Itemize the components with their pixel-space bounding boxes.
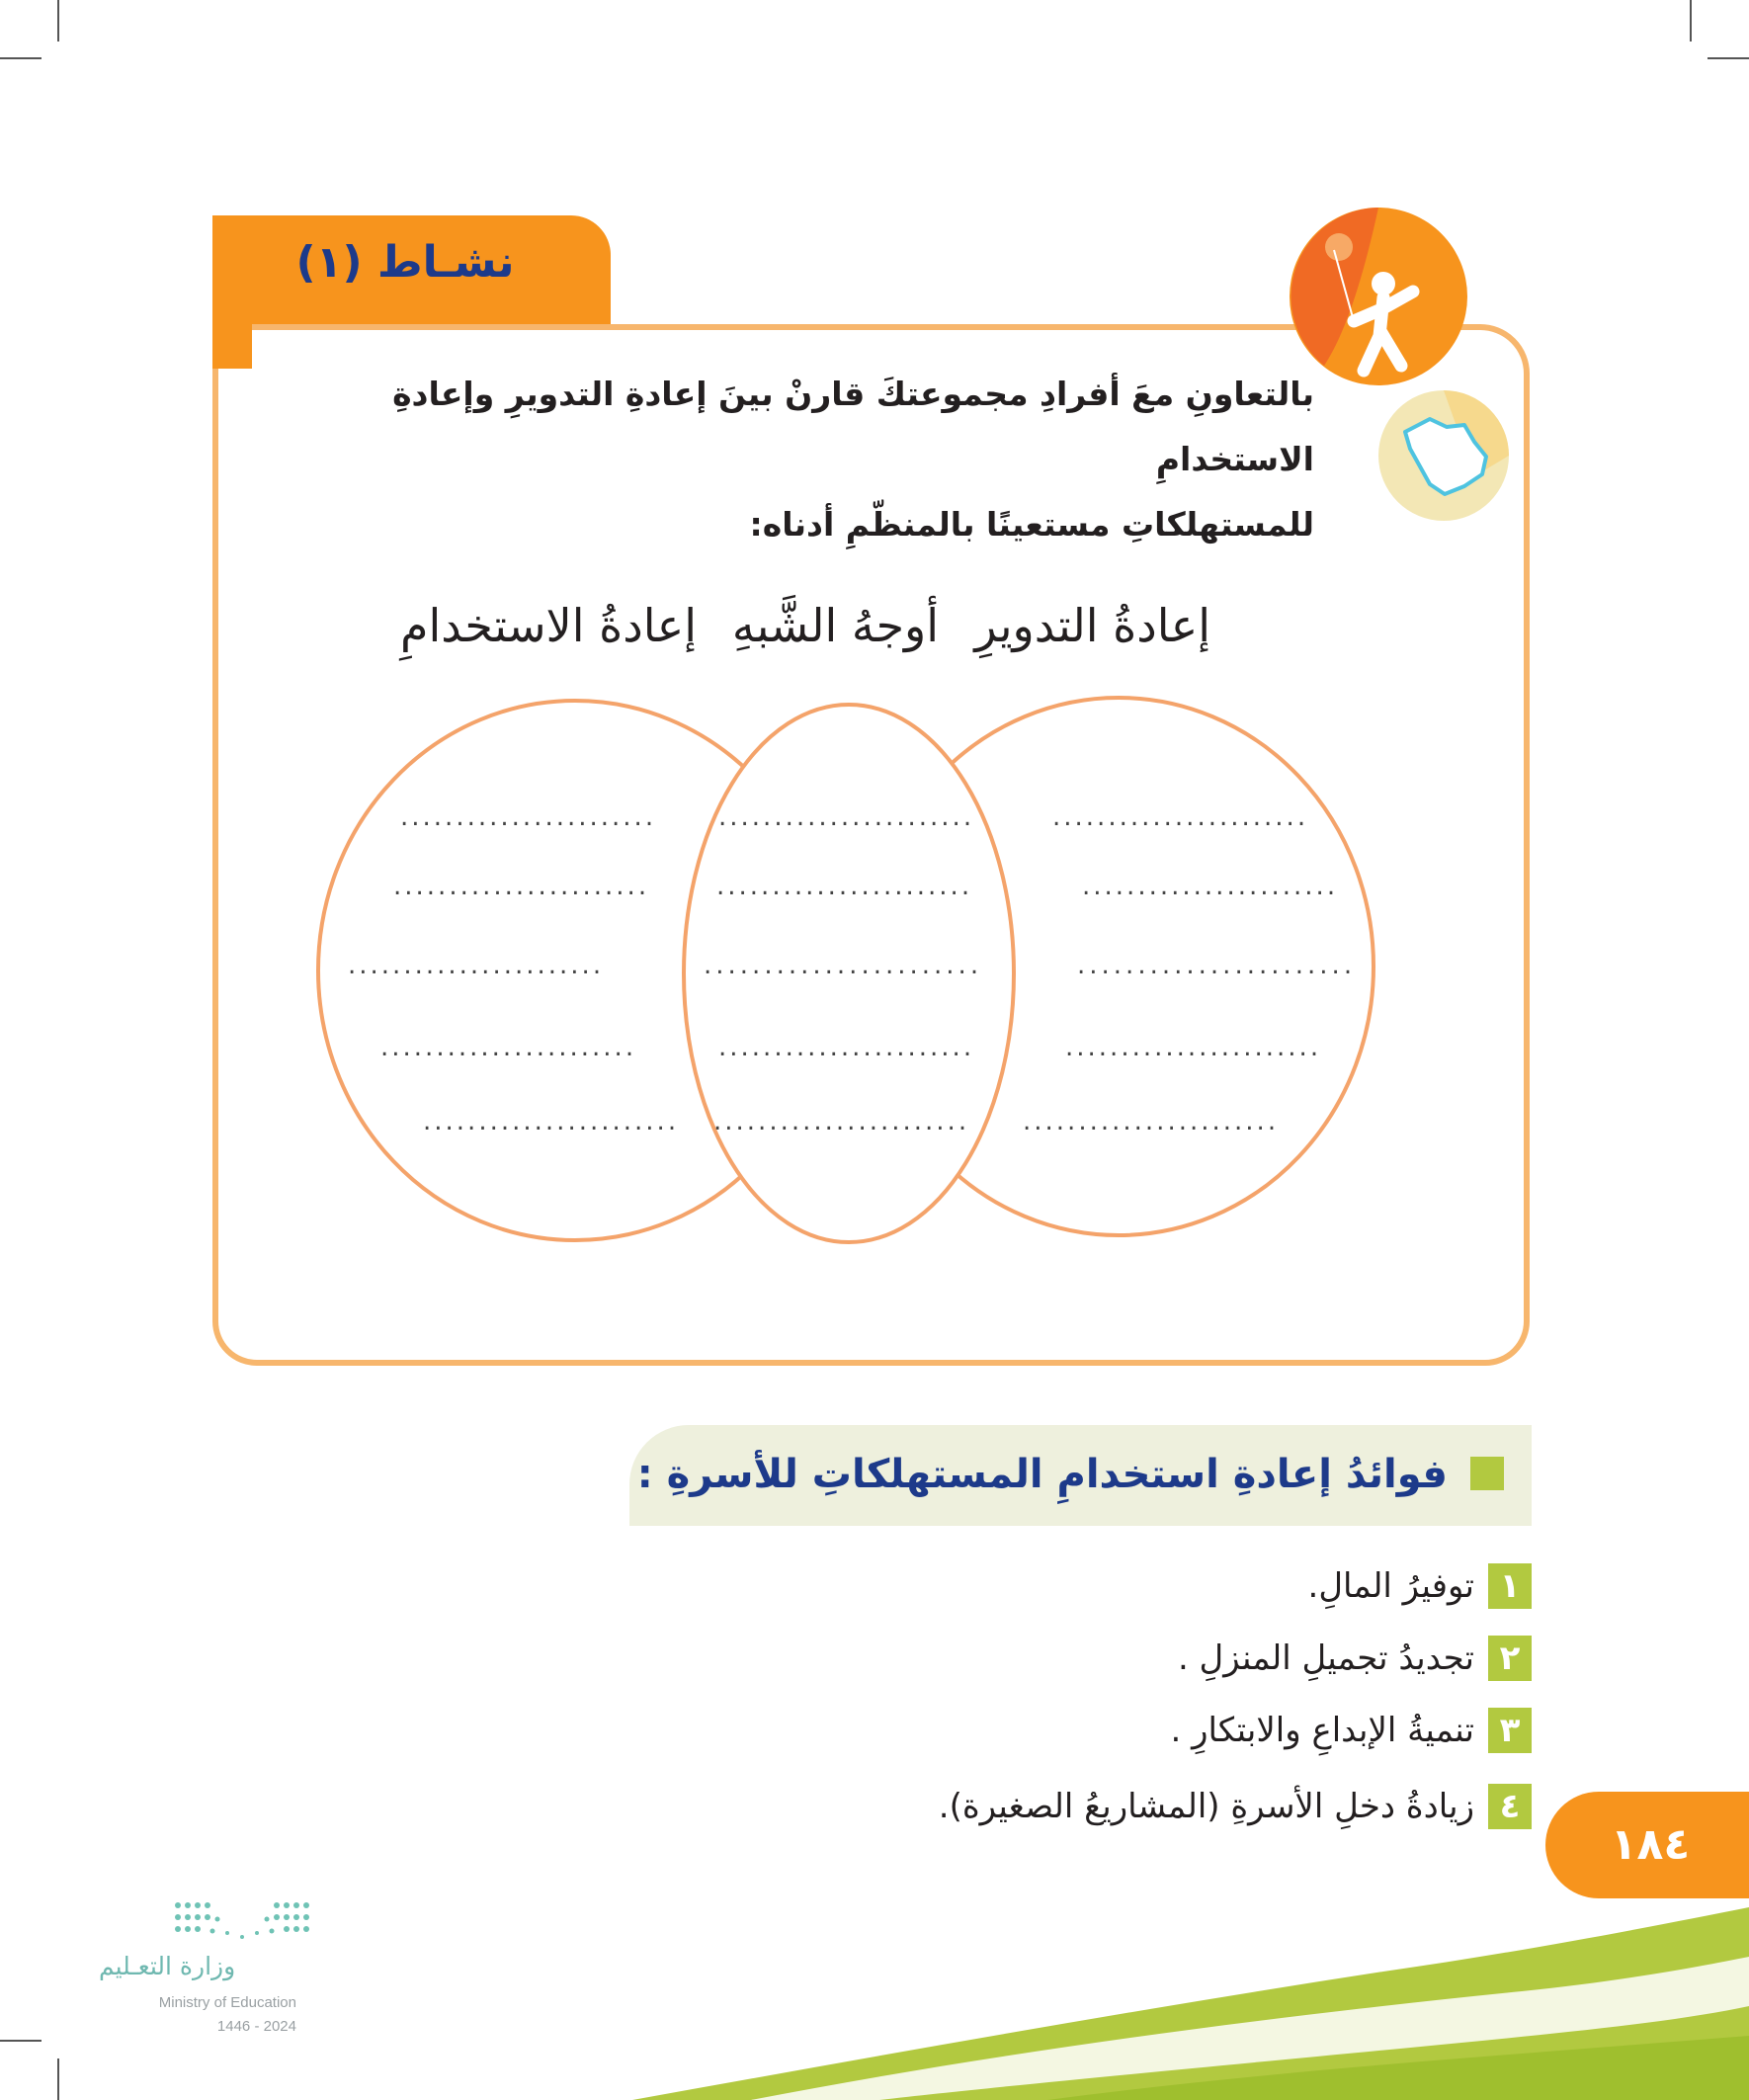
activity-instruction	[227, 362, 1314, 557]
benefit-number: ٤	[1488, 1784, 1532, 1829]
benefits-bullet-square	[1470, 1457, 1504, 1490]
benefit-text: زيادةُ دخلِ الأسرةِ (المشاريعُ الصغيرة).	[938, 1787, 1474, 1826]
page-number: ١٨٤	[1610, 1819, 1691, 1870]
blank-line: .......................	[393, 872, 650, 901]
crop-mark	[0, 57, 42, 59]
blank-line: .......................	[1023, 1107, 1280, 1136]
blank-line: .......................	[718, 802, 975, 832]
blank-line: .......................	[1065, 1033, 1322, 1062]
blank-line: .......................	[1052, 802, 1309, 832]
blank-line: .......................	[348, 951, 605, 980]
benefit-text: توفيرُ المالِ.	[1307, 1566, 1474, 1606]
saudi-map-icon	[1375, 387, 1512, 524]
ministry-logo-icon	[168, 1895, 326, 1945]
activity-title: نشـاط (١)	[295, 237, 515, 288]
ministry-name-arabic: وزارة التعـليم	[99, 1952, 236, 1980]
ministry-name-english: Ministry of Education	[158, 1994, 296, 2011]
benefits-title: فوائدُ إعادةِ استخدامِ المستهلكاتِ للأسرةِ :	[636, 1452, 1448, 1497]
crop-mark	[1690, 0, 1692, 42]
benefit-text: تجديدُ تجميلِ المنزلِ .	[1177, 1638, 1474, 1678]
crop-mark	[1707, 57, 1749, 59]
crop-mark	[0, 2040, 42, 2042]
benefit-number: ٣	[1488, 1708, 1532, 1753]
blank-line: .......................	[380, 1033, 637, 1062]
blank-line: .......................	[716, 872, 973, 901]
benefit-number: ١	[1488, 1563, 1532, 1609]
instruction-line: بالتعاونِ معَ أفرادِ مجموعتكَ قارنْ بينَ إعادةِ التدويرِ وإعادةِ الاستخدامِ	[392, 375, 1314, 478]
blank-line: .......................	[718, 1033, 975, 1062]
venn-label-similarities: أوجهُ الشَّبهِ	[731, 599, 939, 652]
blank-line: .......................	[423, 1107, 680, 1136]
blank-line: .......................	[704, 951, 983, 980]
ministry-year: 2024 - 1446	[216, 2018, 296, 2035]
crop-mark	[57, 0, 59, 42]
blank-line: .......................	[713, 1107, 970, 1136]
blank-line: .......................	[400, 802, 657, 832]
blank-line: .......................	[1082, 872, 1339, 901]
instruction-line: للمستهلكاتِ مستعينًا بالمنظّمِ أدناه:	[749, 505, 1314, 544]
crop-mark	[57, 2058, 59, 2100]
benefit-number: ٢	[1488, 1636, 1532, 1681]
venn-label-recycling: إعادةُ التدويرِ	[974, 599, 1210, 652]
decorative-wave	[632, 1907, 1749, 2100]
benefit-text: تنميةُ الإبداعِ والابتكارِ .	[1170, 1711, 1474, 1750]
blank-line: .......................	[1077, 951, 1357, 980]
venn-label-reuse: إعادةُ الاستخدامِ	[400, 599, 697, 652]
